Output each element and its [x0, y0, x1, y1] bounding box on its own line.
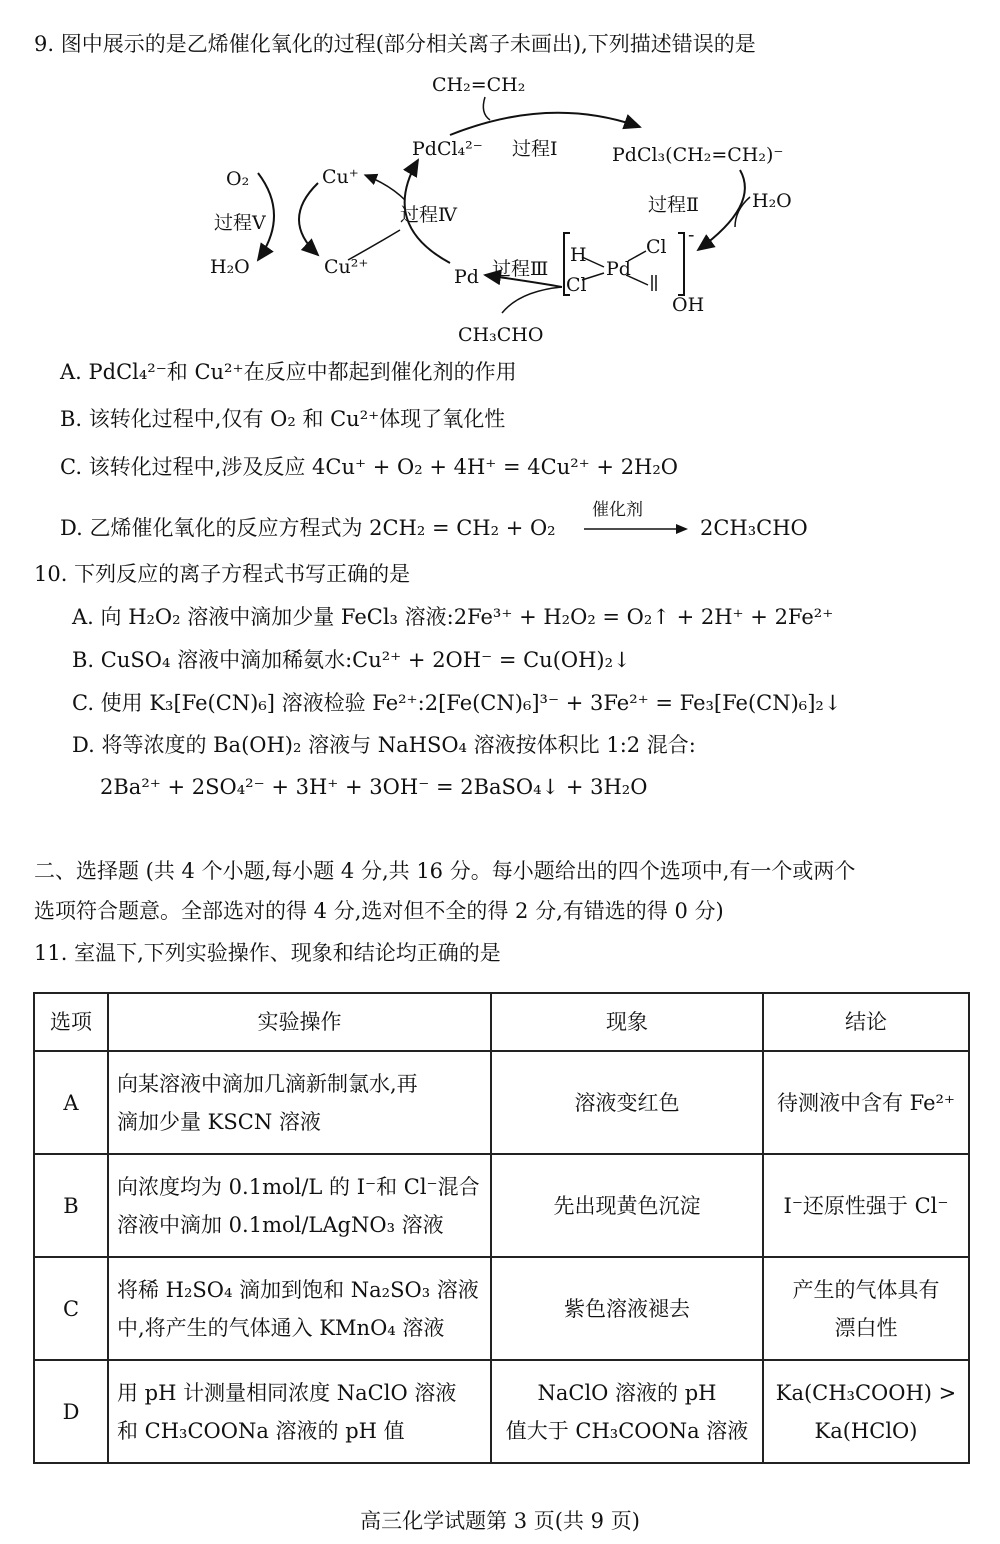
label-pdcl4: PdCl₄²⁻	[412, 138, 483, 160]
page-footer: 高三化学试题第 3 页(共 9 页)	[360, 1509, 640, 1533]
label-ethylene: CH₂=CH₂	[432, 74, 526, 96]
header-operation: 实验操作	[108, 993, 491, 1051]
q10-option-a: A. 向 H₂O₂ 溶液中滴加少量 FeCl₃ 溶液:2Fe³⁺ + H₂O₂ = O₂↑ + 2H⁺ + 2Fe²⁺	[72, 605, 834, 629]
operation-line: 溶液中滴加 0.1mol/LAgNO₃ 溶液	[117, 1212, 444, 1237]
phenomenon-line: 溶液变红色	[574, 1090, 680, 1115]
phenomenon-line: NaClO 溶液的 pH	[537, 1380, 717, 1405]
arrow-process5-right	[299, 183, 318, 255]
label-complex-charge: -	[688, 224, 695, 246]
phenomenon-line: 先出现黄色沉淀	[553, 1193, 701, 1218]
q11-table	[33, 992, 970, 1464]
diagram-arrows	[150, 65, 850, 355]
phenomenon-line: 值大于 CH₃COONa 溶液	[505, 1418, 749, 1443]
table-row	[34, 1154, 969, 1257]
table-row	[34, 1257, 969, 1360]
table-row	[34, 1360, 969, 1463]
row-operation	[108, 1154, 491, 1257]
section2-instructions-line1: 二、选择题 (共 4 个小题,每小题 4 分,共 16 分。每小题给出的四个选项中,有一个或两个	[34, 859, 856, 883]
conclusion-line: Ka(CH₃COOH) >	[775, 1380, 957, 1405]
row-operation	[108, 1257, 491, 1360]
label-process5: 过程Ⅴ	[214, 212, 266, 234]
q11-stem: 11. 室温下,下列实验操作、现象和结论均正确的是	[34, 941, 501, 965]
q9-stem: 9. 图中展示的是乙烯催化氧化的过程(部分相关离子未画出),下列描述错误的是	[34, 32, 756, 56]
q9-option-c: C. 该转化过程中,涉及反应 4Cu⁺ + O₂ + 4H⁺ = 4Cu²⁺ + 2H₂O	[60, 455, 679, 479]
label-process4: 过程Ⅳ	[400, 204, 457, 226]
label-process3: 过程Ⅲ	[492, 258, 549, 280]
label-pdcl3-complex: PdCl₃(CH₂=CH₂)⁻	[612, 144, 784, 166]
conclusion-line: 漂白性	[834, 1315, 898, 1340]
row-option: A	[34, 1051, 108, 1154]
q10-stem: 10. 下列反应的离子方程式书写正确的是	[34, 562, 411, 586]
ethylene-oxidation-diagram	[150, 65, 850, 355]
complex-bracket-right	[678, 233, 684, 295]
label-pd: Pd	[454, 266, 479, 288]
row-option: D	[34, 1360, 108, 1463]
row-operation	[108, 1360, 491, 1463]
row-phenomenon	[491, 1154, 763, 1257]
row-conclusion	[763, 1051, 969, 1154]
row-option: C	[34, 1257, 108, 1360]
arrow-ch3cho-out	[502, 287, 562, 313]
arrow-cu-plus-out	[365, 175, 405, 200]
q10-option-b: B. CuSO₄ 溶液中滴加稀氨水:Cu²⁺ + 2OH⁻ = Cu(OH)₂↓	[72, 648, 631, 672]
label-complex-pd: Pd	[606, 258, 631, 280]
row-option: B	[34, 1154, 108, 1257]
label-complex-cl-top: Cl	[646, 236, 667, 258]
label-h2o-right: H₂O	[752, 190, 792, 212]
conclusion-line: I⁻还原性强于 Cl⁻	[783, 1193, 949, 1218]
q10-option-d-equation: 2Ba²⁺ + 2SO₄²⁻ + 3H⁺ + 3OH⁻ = 2BaSO₄↓ + 3H₂O	[100, 775, 648, 799]
row-phenomenon	[491, 1051, 763, 1154]
label-complex-oh: OH	[672, 294, 705, 316]
label-o2: O₂	[226, 168, 250, 190]
label-complex-cl-left: Cl	[566, 274, 587, 296]
conclusion-line: Ka(HClO)	[814, 1418, 918, 1443]
conclusion-line: 待测液中含有 Fe²⁺	[776, 1090, 956, 1115]
row-conclusion	[763, 1257, 969, 1360]
header-conclusion: 结论	[763, 993, 969, 1051]
operation-line: 向某溶液中滴加几滴新制氯水,再	[117, 1071, 418, 1096]
arrow-process2	[698, 170, 745, 250]
header-option: 选项	[34, 993, 108, 1051]
phenomenon-line: 紫色溶液褪去	[564, 1296, 690, 1321]
operation-line: 中,将产生的气体通入 KMnO₄ 溶液	[117, 1315, 445, 1340]
label-process2: 过程Ⅱ	[648, 194, 699, 216]
label-process1: 过程Ⅰ	[512, 138, 558, 160]
row-operation	[108, 1051, 491, 1154]
q9-option-b: B. 该转化过程中,仅有 O₂ 和 Cu²⁺体现了氧化性	[60, 407, 506, 431]
q9-option-d-reaction-arrow	[584, 522, 692, 536]
q9-option-d-right: 2CH₃CHO	[700, 516, 808, 540]
q9-option-d-catalyst: 催化剂	[592, 500, 643, 520]
table-row	[34, 1051, 969, 1154]
row-conclusion	[763, 1360, 969, 1463]
row-phenomenon	[491, 1257, 763, 1360]
table-header-row	[34, 993, 969, 1051]
q9-option-d-left: D. 乙烯催化氧化的反应方程式为 2CH₂ = CH₂ + O₂	[60, 516, 556, 540]
arrow-ethylene-in	[483, 97, 490, 120]
label-h2o-left: H₂O	[210, 256, 250, 278]
label-cu-2plus: Cu²⁺	[324, 256, 369, 278]
q10-option-d: D. 将等浓度的 Ba(OH)₂ 溶液与 NaHSO₄ 溶液按体积比 1:2 混合:	[72, 733, 696, 757]
row-conclusion	[763, 1154, 969, 1257]
label-cu-plus: Cu⁺	[322, 166, 359, 188]
operation-line: 向浓度均为 0.1mol/L 的 I⁻和 Cl⁻混合	[117, 1174, 480, 1199]
conclusion-line: 产生的气体具有	[792, 1277, 940, 1302]
q9-option-a: A. PdCl₄²⁻和 Cu²⁺在反应中都起到催化剂的作用	[60, 360, 517, 384]
label-ch3cho: CH₃CHO	[458, 324, 544, 346]
arrow-process1	[450, 113, 640, 135]
operation-line: 和 CH₃COONa 溶液的 pH 值	[117, 1418, 405, 1443]
operation-line: 将稀 H₂SO₄ 滴加到饱和 Na₂SO₃ 溶液	[117, 1277, 479, 1302]
section2-instructions-line2: 选项符合题意。全部选对的得 4 分,选对但不全的得 2 分,有错选的得 0 分)	[34, 899, 724, 923]
operation-line: 滴加少量 KSCN 溶液	[117, 1109, 321, 1134]
row-phenomenon	[491, 1360, 763, 1463]
label-complex-h: H	[570, 244, 587, 266]
header-phenomenon: 现象	[491, 993, 763, 1051]
operation-line: 用 pH 计测量相同浓度 NaClO 溶液	[117, 1380, 457, 1405]
q10-option-c: C. 使用 K₃[Fe(CN)₆] 溶液检验 Fe²⁺:2[Fe(CN)₆]³⁻ + 3Fe²⁺ = Fe₃[Fe(CN)₆]₂↓	[72, 691, 842, 715]
